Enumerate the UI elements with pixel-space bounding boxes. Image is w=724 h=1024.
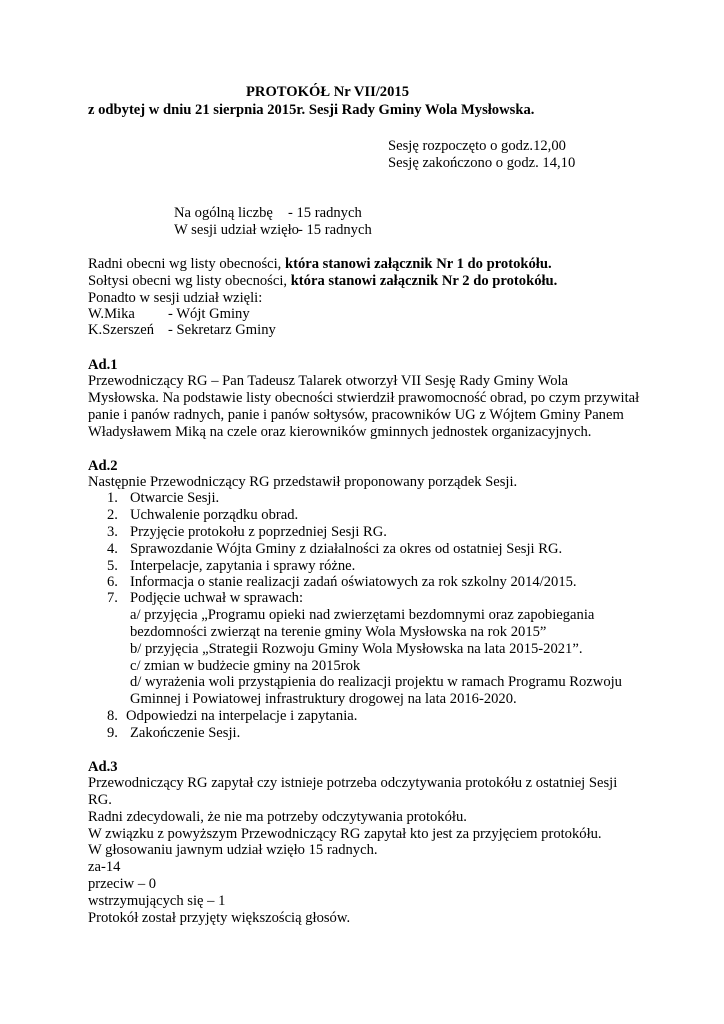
agenda-item: Interpelacje, zapytania i sprawy różne.	[130, 558, 356, 574]
agenda-number: 5.	[107, 558, 118, 574]
attendee-name: W.Mika	[88, 306, 135, 322]
ad3-text-line: RG.	[88, 792, 112, 808]
section-heading-ad3: Ad.3	[88, 759, 118, 775]
agenda-item: Przyjęcie protokołu z poprzedniej Sesji RG.	[130, 524, 387, 540]
ad1-text-line: Przewodniczący RG – Pan Tadeusz Talarek otworzył VII Sesję Rady Gminy Wola	[88, 373, 569, 389]
attendee-role: - Wójt Gminy	[168, 306, 250, 322]
agenda-number: 6.	[107, 574, 118, 590]
section-heading-ad2: Ad.2	[88, 458, 118, 474]
agenda-number: 7.	[107, 590, 118, 606]
resolution-subitem: bezdomności zwierząt na terenie gminy Wola Mysłowska na rok 2015”	[130, 624, 547, 640]
agenda-number: 3.	[107, 524, 118, 540]
resolution-subitem: Gminnej i Powiatowej infrastruktury drogowej na lata 2016-2020.	[130, 691, 517, 707]
ad2-intro: Następnie Przewodniczący RG przedstawił proponowany porządek Sesji.	[88, 474, 518, 490]
ad1-text-line: Mysłowska. Na podstawie listy obecności stwierdził prawomocność obrad, po czym przywitał	[88, 390, 640, 406]
agenda-item: Sprawozdanie Wójta Gminy z działalności za okres od ostatniej Sesji RG.	[130, 541, 563, 557]
attendance-others-intro: Ponadto w sesji udział wzięli:	[88, 290, 263, 306]
resolution-subitem: d/ wyrażenia woli przystąpienia do realizacji projektu w ramach Programu Rozwoju	[130, 674, 622, 690]
vote-for: za-14	[88, 859, 121, 875]
total-councillors-label: Na ogólną liczbę	[174, 205, 273, 221]
vote-against: przeciw – 0	[88, 876, 157, 892]
section-heading-ad1: Ad.1	[88, 357, 118, 373]
ad3-text-line: Radni zdecydowali, że nie ma potrzeby odczytywania protokółu.	[88, 809, 467, 825]
present-councillors-value: - 15 radnych	[298, 222, 372, 238]
attendee-name: K.Szerszeń	[88, 322, 155, 338]
agenda-item: Odpowiedzi na interpelacje i zapytania.	[126, 708, 358, 724]
resolution-subitem: c/ zmian w budżecie gminy na 2015rok	[130, 658, 361, 674]
agenda-item: Podjęcie uchwał w sprawach:	[130, 590, 304, 606]
session-end-time: Sesję zakończono o godz. 14,10	[388, 155, 576, 171]
ad1-text-line: panie i panów radnych, panie i panów sołtysów, pracowników UG z Wójtem Gminy Panem	[88, 407, 624, 423]
agenda-number: 1.	[107, 490, 118, 506]
agenda-number: 4.	[107, 541, 118, 557]
ad3-text-line: W związku z powyższym Przewodniczący RG zapytał kto jest za przyjęciem protokółu.	[88, 826, 602, 842]
agenda-item: Uchwalenie porządku obrad.	[130, 507, 299, 523]
present-councillors-label: W sesji udział wzięło	[174, 222, 299, 238]
total-councillors-value: - 15 radnych	[288, 205, 362, 221]
session-start-time: Sesję rozpoczęto o godz.12,00	[388, 138, 566, 154]
document-subtitle: z odbytej w dniu 21 sierpnia 2015r. Sesji Rady Gminy Wola Mysłowska.	[88, 102, 535, 118]
attendance-councillors: Radni obecni wg listy obecności, która stanowi załącznik Nr 1 do protokółu.	[88, 256, 552, 272]
attendance-village-heads: Sołtysi obecni wg listy obecności, która stanowi załącznik Nr 2 do protokółu.	[88, 273, 558, 289]
vote-abstain: wstrzymujących się – 1	[88, 893, 226, 909]
agenda-number: 8.	[107, 708, 118, 724]
ad1-text-line: Władysławem Miką na czele oraz kierowników gminnych jednostek organizacyjnych.	[88, 424, 592, 440]
vote-result: Protokół został przyjęty większością głosów.	[88, 910, 351, 926]
agenda-item: Otwarcie Sesji.	[130, 490, 220, 506]
ad3-text-line: Przewodniczący RG zapytał czy istnieje potrzeba odczytywania protokółu z ostatniej Sesji	[88, 775, 618, 791]
agenda-number: 2.	[107, 507, 118, 523]
document-title: PROTOKÓŁ Nr VII/2015	[246, 84, 409, 100]
ad3-text-line: W głosowaniu jawnym udział wzięło 15 radnych.	[88, 842, 378, 858]
resolution-subitem: b/ przyjęcia „Strategii Rozwoju Gminy Wola Mysłowska na lata 2015-2021”.	[130, 641, 583, 657]
agenda-number: 9.	[107, 725, 118, 741]
attendee-role: - Sekretarz Gminy	[168, 322, 276, 338]
resolution-subitem: a/ przyjęcia „Programu opieki nad zwierzętami bezdomnymi oraz zapobiegania	[130, 607, 595, 623]
agenda-item: Informacja o stanie realizacji zadań oświatowych za rok szkolny 2014/2015.	[130, 574, 577, 590]
agenda-item: Zakończenie Sesji.	[130, 725, 241, 741]
